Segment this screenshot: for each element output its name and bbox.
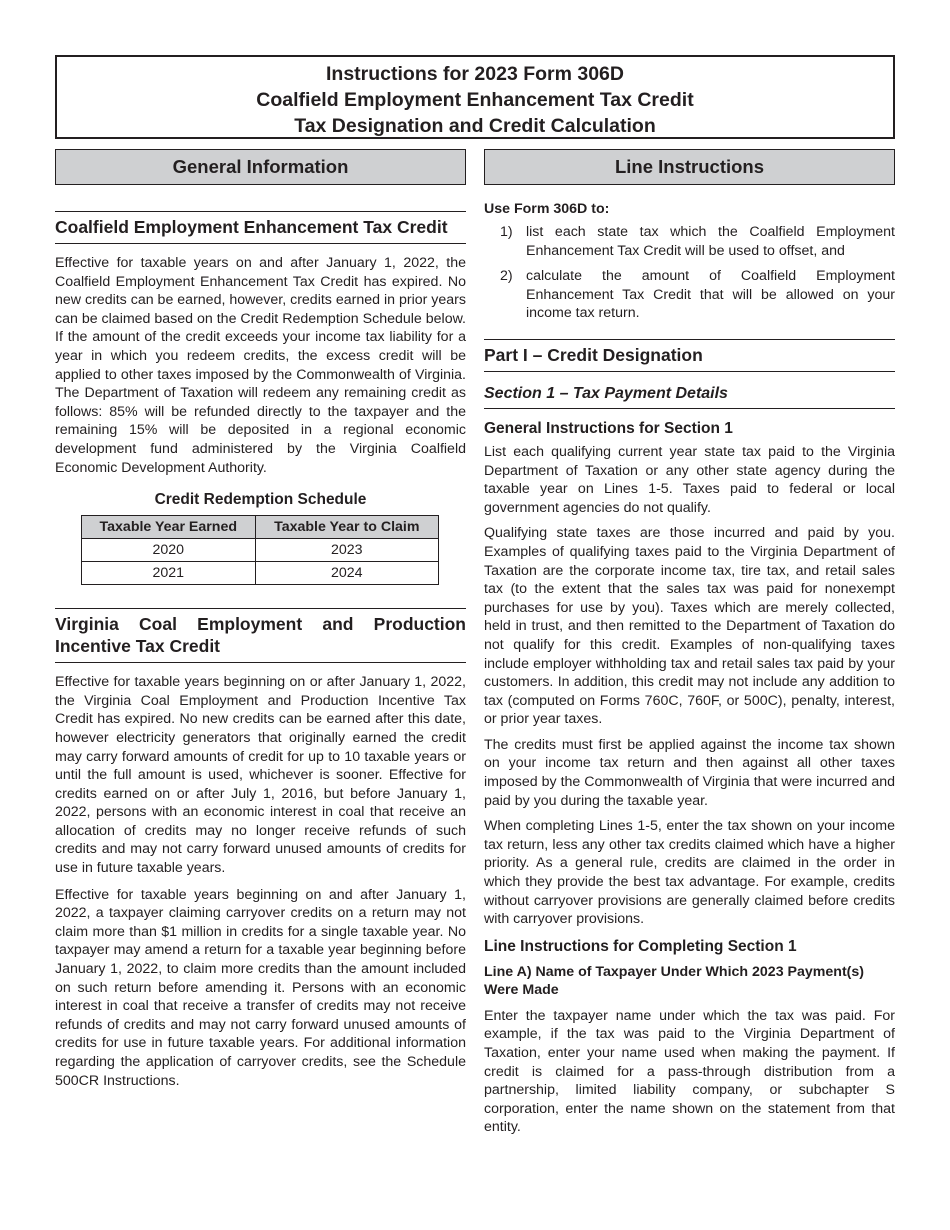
form-title-line-3: Tax Designation and Credit Calculation [294, 115, 656, 137]
instructions-paragraph-3: The credits must first be applied against the income tax shown on your income tax return and then against all other taxes imposed by the Commonwealth of Virginia that were incurred and paid by you during the taxable year. [484, 736, 895, 809]
table-cell: 2024 [255, 562, 438, 585]
instructions-paragraph-1: List each qualifying current year state tax paid to the Virginia Department of Taxation or any other state agency during the taxable year on Lines 1-5. Taxes paid to federal or local government agencies do not qualify. [484, 443, 895, 516]
left-column [55, 149, 466, 1090]
table-cell: 2023 [255, 539, 438, 562]
instructions-paragraph-2: Qualifying state taxes are those incurred and paid by you. Examples of qualifying taxes paid to the Virginia Department of Taxation are the corporate income tax, tire tax, and retail sales tax (to the extent that the sales tax was paid for nonexempt purchases for use by you). Taxes which are merely collected, held in trust, and then remitted to the Department of Taxation do not qualify for this credit. Examples of non-qualifying taxes include employer withholding tax and retail sales tax paid by your customers. In addition, this credit may not include any addition to tax (computed on Forms 760C, 760F, or 500C), penalty, interest, or prior year taxes. [484, 525, 895, 728]
section-1-heading: Section 1 – Tax Payment Details [484, 380, 895, 409]
coalfield-credit-paragraph: Effective for taxable years on and after January 1, 2022, the Coalfield Employment Enhancement Tax Credit has expired. No new credits can be earned, however, credits earned in prior years can be claimed based on the Credit Redemption Schedule below. If the amount of the credit exceeds your income tax liability for a year in which you redeem credits, the excess credit will be applied to other taxes imposed by the Commonwealth of Virginia. The Department of Taxation will redeem any remaining credit as follows: 85% will be refunded directly to the taxpayer and the remaining 15% will be deposited in a regional economic development fund administered by the Virginia Coalfield Economic Development Authority. [55, 255, 466, 476]
general-information-banner: General Information [55, 149, 466, 185]
table-header-row [82, 516, 439, 539]
coal-employment-paragraph-2: Effective for taxable years beginning on and after January 1, 2022, a taxpayer claiming carryover credits on a return may not claim more than $1 million in credits for a single taxable year. No taxpayer may amend a return for a taxable year beginning before January 1, 2022, to claim more credits than the amount included on such return before amending it. Persons with an economic interest in coal that receive a transfer of credits may not receive refunds of credits and may not carry forward unused amounts of credits for use in future taxable years. For additional information regarding the application of carryover credits, see the Schedule 500CR Instructions. [55, 886, 466, 1089]
instructions-paragraph-4: When completing Lines 1-5, enter the tax shown on your income tax return, less any other tax credits claimed which have a higher priority. As a general rule, credits are claimed in the order in which they provide the best tax advantage. For example, credits without carryover provisions are generally claimed before credits with carryover provisions. [484, 818, 895, 928]
form-title-box [55, 55, 895, 139]
general-instructions-heading: General Instructions for Section 1 [484, 419, 733, 437]
table-cell: 2021 [82, 562, 256, 585]
line-instructions-heading: Line Instructions for Completing Section 1 [484, 937, 797, 955]
table-row [82, 539, 439, 562]
instructions-paragraph-5: Enter the taxpayer name under which the tax was paid. For example, if the tax was paid to the Virginia Department of Taxation, enter your name used when making the payment. If credit is claimed for a pass-through distribution from a partnership, limited liability company, or subchapter S corporation, enter the name shown on the statement from that entity. [484, 1007, 895, 1136]
table-row [82, 562, 439, 585]
list-item-text: calculate the amount of Coalfield Employment Enhancement Tax Credit that will be allowed on your income tax return. [526, 268, 895, 322]
line-instructions-banner: Line Instructions [484, 149, 895, 185]
list-item [484, 223, 895, 260]
coal-employment-paragraph-1: Effective for taxable years beginning on or after January 1, 2022, the Virginia Coal Employment and Production Incentive Tax Credit has expired. No new credits can be earned after this date, however electricity generators that originally earned the credit may carry forward amounts of credit for up to 10 taxable years or until the full amount is used, whichever is sooner. Effective for credits earned on or after July 1, 2016, but before January 1, 2022, persons with an economic interest in coal that receive an allocation of credits may no longer receive refunds of such credits and may not carry forward unused amounts of credits for use in future taxable years. [55, 674, 466, 877]
coalfield-credit-heading: Coalfield Employment Enhancement Tax Credit [55, 211, 466, 244]
table-cell: 2020 [82, 539, 256, 562]
list-item-number: 2) [500, 268, 513, 285]
form-title-line-1: Instructions for 2023 Form 306D [325, 63, 624, 85]
col-header-year-earned: Taxable Year Earned [82, 516, 256, 539]
credit-redemption-table [81, 515, 439, 585]
line-a-heading: Line A) Name of Taxpayer Under Which 2023 Payment(s) Were Made [484, 963, 865, 998]
use-form-label: Use Form 306D to: [484, 201, 610, 217]
coal-employment-heading: Virginia Coal Employment and Production Incentive Tax Credit [55, 608, 466, 663]
list-item-number: 1) [500, 224, 513, 240]
list-item-text: list each state tax which the Coalfield Employment Enhancement Tax Credit will be used to offset, and [526, 224, 895, 259]
part-1-heading: Part I – Credit Designation [484, 339, 895, 372]
form-title-line-2: Coalfield Employment Enhancement Tax Credit [256, 89, 694, 111]
right-column [484, 149, 895, 1137]
schedule-title: Credit Redemption Schedule [154, 491, 367, 509]
list-item [484, 267, 895, 323]
col-header-year-to-claim: Taxable Year to Claim [255, 516, 438, 539]
